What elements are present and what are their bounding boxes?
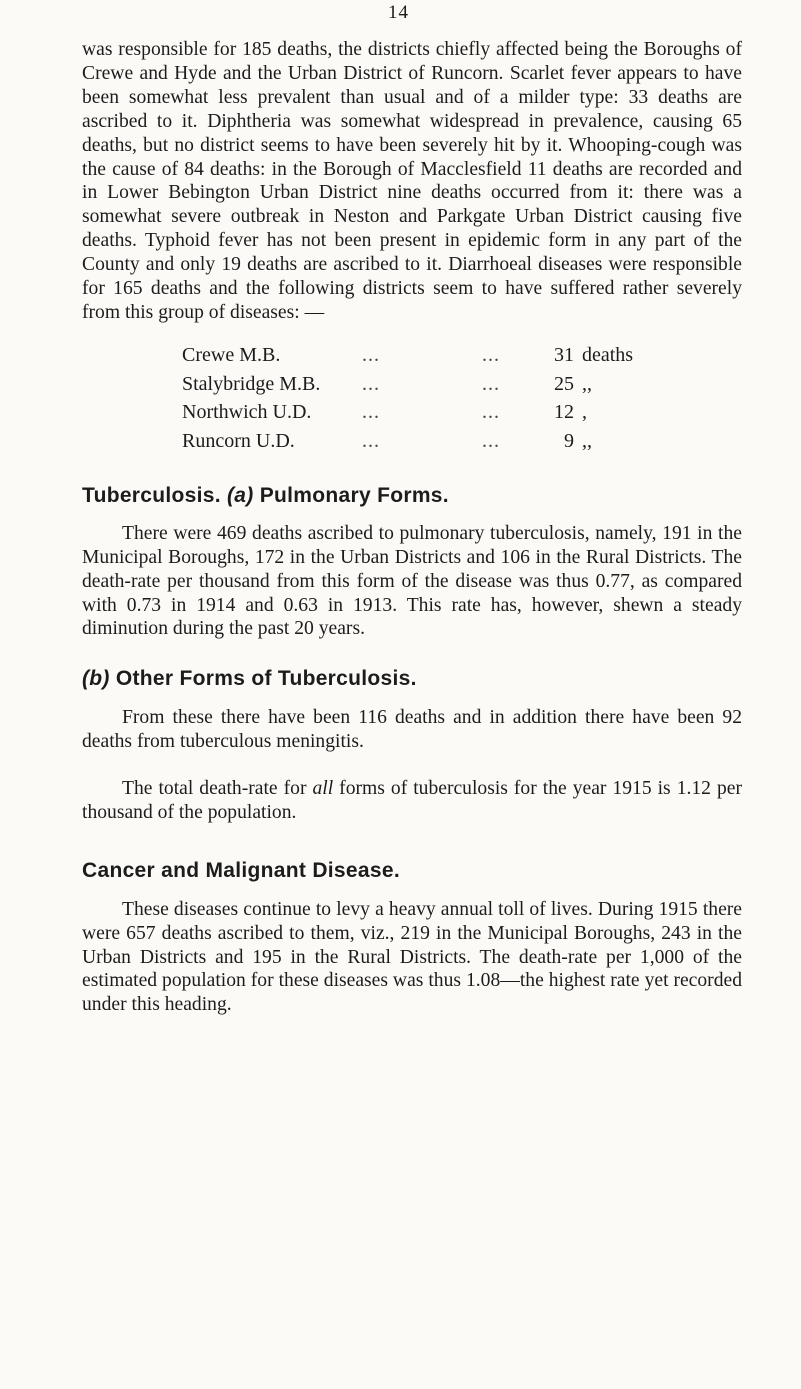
district-name: Stalybridge M.B. [182, 372, 321, 395]
section-heading-other-tuberculosis [82, 667, 742, 691]
page-number: 14 [388, 2, 409, 23]
table-row [182, 342, 642, 371]
cancer-paragraph: These diseases continue to levy a heavy annual toll of lives. During 1915 there were 657 deaths ascribed to them, viz., 219 in the Municipal Boroughs, 243 in the Urban Districts and 195 in the Rural Districts. The death-rate per 1,000 of the estimated population for these diseases was thus 1.08—the highest rate yet recorded under this heading. [82, 898, 742, 1016]
diarrhoeal-deaths-table [182, 342, 642, 456]
pulmonary-tuberculosis-paragraph: There were 469 deaths ascribed to pulmonary tuberculosis, namely, 191 in the Municipal Boroughs, 172 in the Urban Districts and 106 in the Rural Districts. The death-rate per thousand from this form of the disease was thus 0.77, as compared with 0.73 in 1914 and 0.63 in 1913. This rate has, however, shewn a steady diminution during the past 20 years. [82, 522, 742, 640]
death-unit: , [582, 401, 587, 424]
leader-dots: ... [362, 372, 380, 395]
heading-main: Tuberculosis. [82, 483, 221, 507]
heading-rest: Other Forms of Tuberculosis. [115, 667, 417, 691]
section-heading-cancer: Cancer and Malignant Disease. [82, 858, 400, 882]
table-row [182, 399, 642, 428]
table-row [182, 427, 642, 456]
table-row [182, 370, 642, 399]
death-count: 9 [564, 429, 574, 452]
text-run: The total death-rate for [122, 778, 313, 800]
heading-letter: (a) [227, 483, 254, 507]
death-unit: ,, [582, 429, 592, 452]
leader-dots: ... [482, 344, 500, 367]
district-name: Crewe M.B. [182, 344, 281, 367]
leader-dots: ... [362, 429, 380, 452]
text-run: forms of tuberculosis for the year 1915 is 1.12 per thousand of the population. [82, 778, 743, 823]
district-name: Runcorn U.D. [182, 429, 295, 452]
emphasis-all: all [312, 778, 334, 800]
death-count: 31 [554, 344, 574, 367]
leader-dots: ... [482, 429, 500, 452]
intro-paragraph: was responsible for 185 deaths, the districts chiefly affected being the Boroughs of Crewe and Hyde and the Urban District of Runcorn. Scarlet fever appears to have been somewhat less prevalent than usual and of a milder type: 33 deaths are ascribed to it. Diphtheria was somewhat widespread in prevalence, causing 65 deaths, but no district seems to have been severely hit by it. Whooping-cough was the cause of 84 deaths: in the Borough of Macclesfield 11 deaths are recorded and in Lower Bebington Urban District nine deaths occurred from it: there was a somewhat severe outbreak in Neston and Parkgate Urban District causing five deaths. Typhoid fever has not been present in epidemic form in any part of the County and only 19 deaths are ascribed to it. Diarrhoeal diseases were responsible for 165 deaths and the following districts seem to have suffered rather severely from this group of diseases: — [82, 39, 742, 323]
heading-rest: Pulmonary Forms. [259, 483, 449, 507]
death-count: 12 [554, 401, 574, 424]
heading-letter: (b) [82, 667, 110, 691]
section-heading-pulmonary-tuberculosis [82, 484, 742, 508]
total-death-rate-paragraph [82, 777, 742, 825]
leader-dots: ... [362, 344, 380, 367]
death-unit: deaths [582, 344, 634, 367]
leader-dots: ... [482, 372, 500, 395]
death-unit: ,, [582, 372, 592, 395]
district-name: Northwich U.D. [182, 401, 312, 424]
leader-dots: ... [482, 401, 500, 424]
other-tuberculosis-paragraph: From these there have been 116 deaths and in addition there have been 92 deaths from tuberculous meningitis. [82, 707, 742, 753]
death-count: 25 [554, 372, 574, 395]
leader-dots: ... [362, 401, 380, 424]
document-body [82, 38, 742, 1017]
